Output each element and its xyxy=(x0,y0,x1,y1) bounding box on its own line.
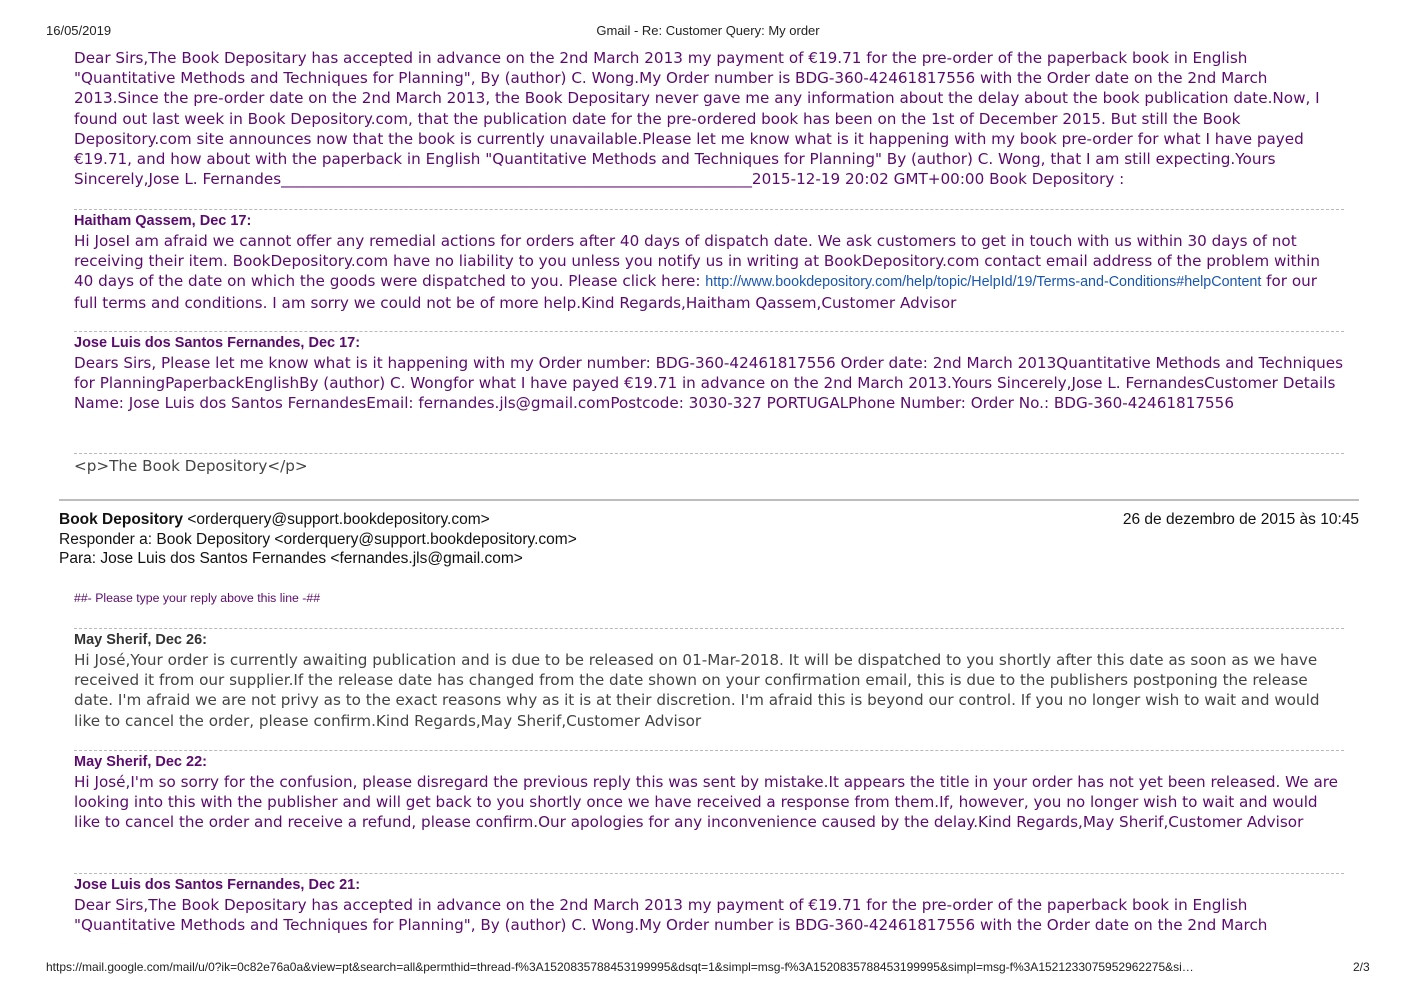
message-body: Dears Sirs, Please let me know what is it happening with my Order number: BDG-360-42461817556 Order date: 2nd March 2013Quantitative Methods and Techniques for PlanningPaperbackEnglishBy (author) C. Wongfor what I have payed €19.71 in advance on the 2nd March 2013.Yours Sincerely,Jose L. FernandesCustomer Details Name: Jose Luis dos Santos FernandesEmail: fernandes.jls@gmail.comPostcode: 3030-327 PORTUGALPhone Number: Order No.: BDG-360-42461817556 xyxy=(74,354,1344,413)
divider xyxy=(74,750,1344,751)
message-author: Jose Luis dos Santos Fernandes, Dec 21: xyxy=(74,877,361,893)
sender-name: Book Depository xyxy=(59,511,184,528)
message-body xyxy=(74,231,1344,313)
message-separator xyxy=(59,499,1359,501)
to-address[interactable]: Jose Luis dos Santos Fernandes <fernandes.jls@gmail.com> xyxy=(100,550,523,567)
print-title: Gmail - Re: Customer Query: My order xyxy=(596,23,820,38)
divider xyxy=(74,453,1344,454)
message-author: May Sherif, Dec 26: xyxy=(74,632,207,648)
message-body: Hi José,I'm so sorry for the confusion, please disregard the previous reply this was sent by mistake.It appears the title in your order has not yet been released. We are looking into this with the publisher and will get back to you shortly once we have received a response from them.If, however, you no longer wish to wait and would like to cancel the order and receive a refund, please confirm.Our apologies for any inconvenience caused by the delay.Kind Regards,May Sherif,Customer Advisor xyxy=(74,773,1339,832)
divider xyxy=(74,209,1344,210)
message-body: Hi José,Your order is currently awaiting publication and is due to be released on 01-Mar-2018. It will be dispatched to you shortly after this date as soon as we have received it from our supplier.If the release date has changed from the date shown on your confirmation email, this is due to the publishers postponing the release date. I'm afraid we are not privy as to the exact reasons why as it is at their discretion. I'm afraid this is beyond our control. If you no longer wish to wait and would like to cancel the order, please confirm.Kind Regards,May Sherif,Customer Advisor xyxy=(74,651,1320,730)
print-footer xyxy=(0,960,1416,976)
message-jose-dec17 xyxy=(74,334,1344,414)
message-body: Dear Sirs,The Book Depositary has accepted in advance on the 2nd March 2013 my payment of €19.71 for the pre-order of the paperback book in English "Quantitative Methods and Techniques for Planning", By (author) C. Wong.My Order number is BDG-360-42461817556 with the Order date on the 2nd March xyxy=(74,896,1268,935)
divider xyxy=(74,873,1344,874)
signature-text: <p>The Book Depository</p> xyxy=(74,457,308,475)
to-line xyxy=(59,549,1359,569)
email-date: 26 de dezembro de 2015 às 10:45 xyxy=(1122,511,1359,528)
message-author: Haitham Qassem, Dec 17: xyxy=(74,213,252,229)
to-label: Para: xyxy=(59,550,97,567)
page-number: 2/3 xyxy=(1353,960,1370,974)
reply-to-label: Responder a: xyxy=(59,530,153,548)
quoted-message-top xyxy=(74,48,1344,189)
message-author: Jose Luis dos Santos Fernandes, Dec 17: xyxy=(74,335,361,351)
print-header xyxy=(0,23,1416,41)
sender-email[interactable]: <orderquery@support.bookdepository.com> xyxy=(187,511,490,528)
quoted-message-body: Dear Sirs,The Book Depositary has accepted in advance on the 2nd March 2013 my payment of €19.71 for the pre-order of the paperback book in English "Quantitative Methods and Techniques for Planning", By (author) C. Wong.My Order number is BDG-360-42461817556 with the Order date on the 2nd March 2013.Since the pre-order date on the 2nd March 2013, the Book Depositary never gave me any information about the delay about the book publication date.Now, I found out last week in Book Depository.com, that the publication date for the pre-ordered book has been on the 1st of December 2015. But still the Book Depository.com site announces now that the book is currently unavailable.Please let me know what is it happening with my book pre-order for what I have payed €19.71, and how about with the paperback in English "Quantitative Methods and Techniques for Planning" By (author) C. Wong, that I am still expecting.Yours Sincerely,Jose L. Fernandes______________________________________________________________2015-12-19 20:02 GMT+00:00 Book Depository : xyxy=(74,49,1320,189)
message-body-text: Hi JoseI am afraid we cannot offer any remedial actions for orders after 40 days of dispatch date. We ask customers to get in touch with us within 30 days of not receiving their item. BookDepository.com have no liability to you unless you notify us in writing at BookDepository.com contact email address of the problem within 40 days of the date on which the goods were dispatched to you. Please click here: xyxy=(74,232,1321,291)
message-body-text: for our full terms and conditions. I am sorry we could not be of more help.Kind Regards,Haitham Qassem,Customer Advisor xyxy=(74,272,1318,312)
message-author: May Sherif, Dec 22: xyxy=(74,754,207,770)
print-date: 16/05/2019 xyxy=(46,23,112,38)
signature xyxy=(74,456,1344,476)
message-jose-dec21 xyxy=(74,876,1344,935)
message-haitham xyxy=(74,212,1344,313)
message-may-dec22 xyxy=(74,753,1344,833)
reply-above-line-marker: ##- Please type your reply above this line -## xyxy=(74,591,321,605)
message-may-dec26 xyxy=(74,631,1344,731)
divider xyxy=(74,628,1344,629)
reply-to-line xyxy=(59,530,1359,550)
terms-link[interactable]: http://www.bookdepository.com/help/topic/HelpId/19/Terms-and-Conditions#helpContent xyxy=(705,274,1262,291)
reply-to-address[interactable]: Book Depository <orderquery@support.bookdepository.com> xyxy=(156,530,577,548)
divider xyxy=(74,331,1344,332)
footer-url: https://mail.google.com/mail/u/0?ik=0c82e76a0a&view=pt&search=all&permthid=thread-f%3A1520835788453199995&dsqt=1&simpl=msg-f%3A1520835788453199995&simpl=msg-f%3A1521233075952962275&si… xyxy=(46,960,1194,974)
email-meta xyxy=(59,510,1359,569)
